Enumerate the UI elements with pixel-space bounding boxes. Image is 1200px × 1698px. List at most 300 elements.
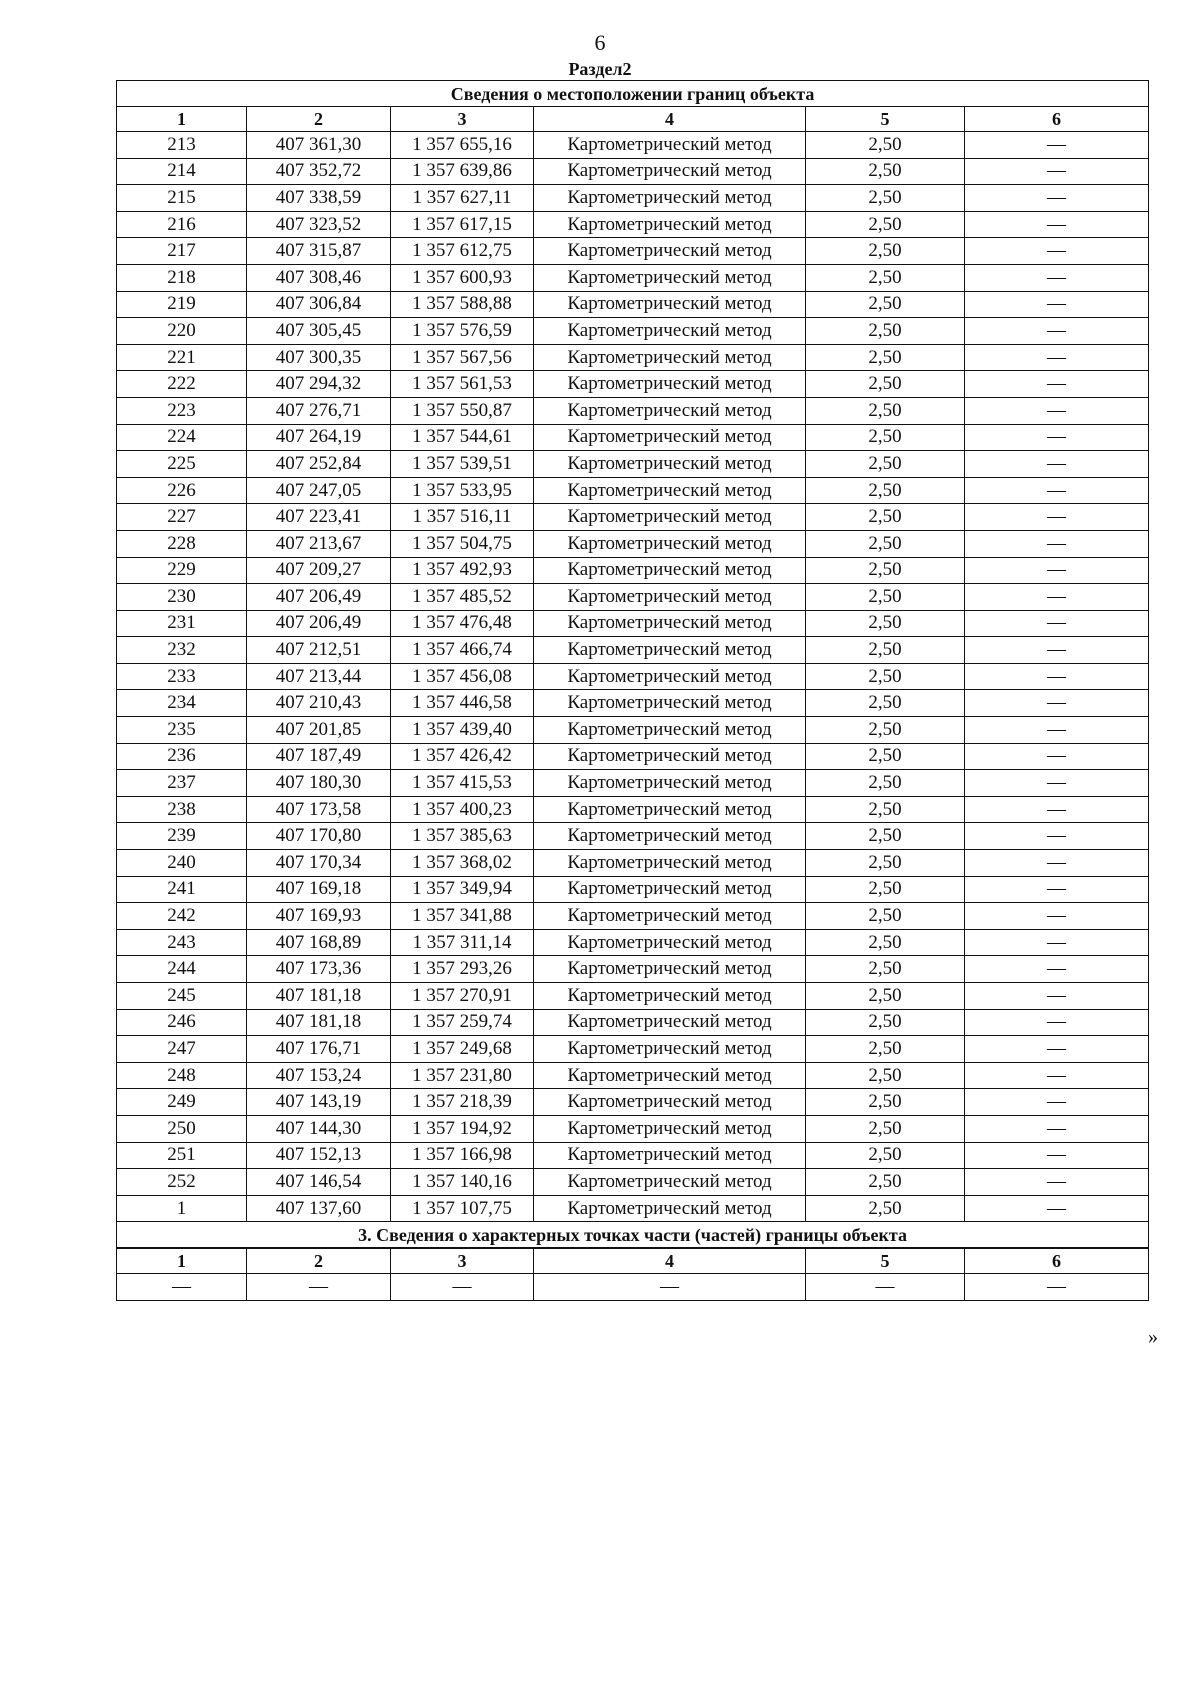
table-cell: Картометрический метод xyxy=(534,530,806,557)
table-cell: 2,50 xyxy=(806,610,965,637)
table-cell: 407 180,30 xyxy=(247,770,391,797)
table-cell: 407 181,18 xyxy=(247,1009,391,1036)
table-row xyxy=(117,1274,1149,1301)
table-cell: — xyxy=(965,132,1149,159)
table-cell: — xyxy=(965,717,1149,744)
table-cell: 1 357 107,75 xyxy=(391,1195,534,1222)
table-cell: 1 357 544,61 xyxy=(391,424,534,451)
table-cell: 407 170,80 xyxy=(247,823,391,850)
table-cell: 1 357 655,16 xyxy=(391,132,534,159)
table-cell: — xyxy=(965,557,1149,584)
table-cell: Картометрический метод xyxy=(534,451,806,478)
table-cell: — xyxy=(965,823,1149,850)
table-cell: 1 357 539,51 xyxy=(391,451,534,478)
table-row xyxy=(117,983,1149,1010)
table-cell: 2,50 xyxy=(806,264,965,291)
table-row xyxy=(117,903,1149,930)
table-cell: 407 352,72 xyxy=(247,158,391,185)
table-row xyxy=(117,796,1149,823)
table-cell: 234 xyxy=(117,690,247,717)
table-cell: 215 xyxy=(117,185,247,212)
table-cell: — xyxy=(965,371,1149,398)
table-cell: — xyxy=(965,530,1149,557)
table-cell: Картометрический метод xyxy=(534,132,806,159)
table-cell: Картометрический метод xyxy=(534,637,806,664)
table-cell: — xyxy=(247,1274,391,1301)
table-cell: 407 173,36 xyxy=(247,956,391,983)
table-row xyxy=(117,344,1149,371)
table-cell: 217 xyxy=(117,238,247,265)
table-cell: Картометрический метод xyxy=(534,424,806,451)
table-cell: 1 357 627,11 xyxy=(391,185,534,212)
table-cell: — xyxy=(965,397,1149,424)
table-cell: 214 xyxy=(117,158,247,185)
table-cell: 2,50 xyxy=(806,929,965,956)
table-cell: 2,50 xyxy=(806,504,965,531)
table-cell: — xyxy=(965,610,1149,637)
table-cell: 242 xyxy=(117,903,247,930)
table-cell: 2,50 xyxy=(806,397,965,424)
table-cell: 407 252,84 xyxy=(247,451,391,478)
table-cell: 2,50 xyxy=(806,850,965,877)
column-header: 6 xyxy=(965,1248,1149,1274)
table-row xyxy=(117,1089,1149,1116)
column-header: 2 xyxy=(247,1248,391,1274)
table-cell: 239 xyxy=(117,823,247,850)
table-row xyxy=(117,158,1149,185)
table-cell: 1 357 533,95 xyxy=(391,477,534,504)
table-cell: 1 357 270,91 xyxy=(391,983,534,1010)
table-cell: 2,50 xyxy=(806,344,965,371)
table-cell: 2,50 xyxy=(806,1169,965,1196)
table-cell: 1 357 400,23 xyxy=(391,796,534,823)
table-cell: 216 xyxy=(117,211,247,238)
table-cell: — xyxy=(965,743,1149,770)
table-cell: 1 357 576,59 xyxy=(391,318,534,345)
table-cell: Картометрический метод xyxy=(534,717,806,744)
table-cell: 2,50 xyxy=(806,983,965,1010)
column-header: 5 xyxy=(806,1248,965,1274)
table-cell: 407 338,59 xyxy=(247,185,391,212)
table-cell: 407 143,19 xyxy=(247,1089,391,1116)
table-cell: 407 144,30 xyxy=(247,1115,391,1142)
table-cell: Картометрический метод xyxy=(534,1089,806,1116)
table-row xyxy=(117,291,1149,318)
table-banner: Сведения о местоположении границ объекта xyxy=(117,81,1149,107)
table-cell: — xyxy=(965,158,1149,185)
table-banner-row xyxy=(117,81,1149,107)
table-cell: 1 357 166,98 xyxy=(391,1142,534,1169)
table-cell: Картометрический метод xyxy=(534,158,806,185)
table-cell: Картометрический метод xyxy=(534,850,806,877)
table-cell: 407 305,45 xyxy=(247,318,391,345)
table-row xyxy=(117,238,1149,265)
table-cell: 2,50 xyxy=(806,557,965,584)
table-cell: Картометрический метод xyxy=(534,397,806,424)
table-cell: 224 xyxy=(117,424,247,451)
table-banner: 3. Сведения о характерных точках части (частей) границы объекта xyxy=(117,1222,1149,1249)
table-cell: 244 xyxy=(117,956,247,983)
table-cell: 2,50 xyxy=(806,1115,965,1142)
table-cell: 407 361,30 xyxy=(247,132,391,159)
table-cell: 407 169,18 xyxy=(247,876,391,903)
table-row xyxy=(117,1195,1149,1222)
column-header: 1 xyxy=(117,107,247,132)
table-cell: 2,50 xyxy=(806,1009,965,1036)
table-cell: 1 357 349,94 xyxy=(391,876,534,903)
table-cell: 2,50 xyxy=(806,876,965,903)
table-cell: 1 357 504,75 xyxy=(391,530,534,557)
table-cell: Картометрический метод xyxy=(534,610,806,637)
table-row xyxy=(117,637,1149,664)
table-cell: 1 357 550,87 xyxy=(391,397,534,424)
table-cell: 233 xyxy=(117,663,247,690)
table-cell: Картометрический метод xyxy=(534,1009,806,1036)
table-cell: 1 357 516,11 xyxy=(391,504,534,531)
table-cell: Картометрический метод xyxy=(534,929,806,956)
column-header: 2 xyxy=(247,107,391,132)
table-cell: 249 xyxy=(117,1089,247,1116)
table-cell: — xyxy=(965,1195,1149,1222)
table-row xyxy=(117,743,1149,770)
table-cell: 245 xyxy=(117,983,247,1010)
table-cell: 407 294,32 xyxy=(247,371,391,398)
table-cell: Картометрический метод xyxy=(534,743,806,770)
table-cell: 407 206,49 xyxy=(247,584,391,611)
table-cell: 1 357 368,02 xyxy=(391,850,534,877)
table-cell: 1 357 466,74 xyxy=(391,637,534,664)
table-cell: 407 315,87 xyxy=(247,238,391,265)
table-cell: 407 152,13 xyxy=(247,1142,391,1169)
table-cell: 2,50 xyxy=(806,238,965,265)
table-cell: — xyxy=(965,1169,1149,1196)
table-cell: — xyxy=(965,424,1149,451)
table-cell: Картометрический метод xyxy=(534,185,806,212)
table-cell: 407 276,71 xyxy=(247,397,391,424)
table-cell: — xyxy=(965,318,1149,345)
table-cell: 2,50 xyxy=(806,1195,965,1222)
table-cell: 2,50 xyxy=(806,318,965,345)
table-cell: 1 357 439,40 xyxy=(391,717,534,744)
table-row xyxy=(117,132,1149,159)
table-row xyxy=(117,1062,1149,1089)
table-cell: 1 357 249,68 xyxy=(391,1036,534,1063)
table-cell: 1 357 140,16 xyxy=(391,1169,534,1196)
table-cell: — xyxy=(965,504,1149,531)
table-cell: 2,50 xyxy=(806,1062,965,1089)
table-cell: — xyxy=(965,929,1149,956)
table-row xyxy=(117,424,1149,451)
column-header: 4 xyxy=(534,1248,806,1274)
table-cell: — xyxy=(117,1274,247,1301)
table-cell: Картометрический метод xyxy=(534,770,806,797)
table-cell: 1 357 456,08 xyxy=(391,663,534,690)
table-row xyxy=(117,451,1149,478)
table-cell: 213 xyxy=(117,132,247,159)
table-cell: 2,50 xyxy=(806,717,965,744)
table-cell: 226 xyxy=(117,477,247,504)
table-cell: 232 xyxy=(117,637,247,664)
table-cell: Картометрический метод xyxy=(534,584,806,611)
table-cell: 407 213,67 xyxy=(247,530,391,557)
table-row xyxy=(117,1142,1149,1169)
table-cell: 236 xyxy=(117,743,247,770)
table-cell: 225 xyxy=(117,451,247,478)
table-cell: — xyxy=(965,238,1149,265)
table-row xyxy=(117,663,1149,690)
table-cell: 221 xyxy=(117,344,247,371)
table-row xyxy=(117,1036,1149,1063)
table-cell: 407 308,46 xyxy=(247,264,391,291)
table-row xyxy=(117,185,1149,212)
column-header-row xyxy=(117,107,1149,132)
table-cell: 218 xyxy=(117,264,247,291)
table-cell: Картометрический метод xyxy=(534,1169,806,1196)
table-cell: 1 357 426,42 xyxy=(391,743,534,770)
table-cell: Картометрический метод xyxy=(534,690,806,717)
table-cell: 2,50 xyxy=(806,903,965,930)
table-cell: 2,50 xyxy=(806,663,965,690)
table-cell: 407 153,24 xyxy=(247,1062,391,1089)
table-cell: — xyxy=(534,1274,806,1301)
table-cell: — xyxy=(965,1142,1149,1169)
table-cell: 2,50 xyxy=(806,371,965,398)
table-cell: 2,50 xyxy=(806,1036,965,1063)
table-cell: 2,50 xyxy=(806,424,965,451)
table-row xyxy=(117,397,1149,424)
table-cell: 1 357 259,74 xyxy=(391,1009,534,1036)
table-row xyxy=(117,318,1149,345)
column-header: 3 xyxy=(391,107,534,132)
table-cell: — xyxy=(965,796,1149,823)
table-cell: — xyxy=(965,344,1149,371)
table-cell: 407 264,19 xyxy=(247,424,391,451)
column-header: 5 xyxy=(806,107,965,132)
table-cell: 407 300,35 xyxy=(247,344,391,371)
table-cell: — xyxy=(806,1274,965,1301)
table-cell: — xyxy=(965,770,1149,797)
table-cell: 2,50 xyxy=(806,211,965,238)
table-cell: 250 xyxy=(117,1115,247,1142)
table-cell: — xyxy=(965,983,1149,1010)
table-cell: 223 xyxy=(117,397,247,424)
table-cell: 1 357 293,26 xyxy=(391,956,534,983)
table-cell: 246 xyxy=(117,1009,247,1036)
table-row xyxy=(117,1169,1149,1196)
table-cell: Картометрический метод xyxy=(534,663,806,690)
table-body xyxy=(117,81,1149,1301)
table-banner-row xyxy=(117,1222,1149,1249)
table-cell: 407 206,49 xyxy=(247,610,391,637)
table-cell: 407 146,54 xyxy=(247,1169,391,1196)
table-row xyxy=(117,717,1149,744)
table-cell: 1 357 218,39 xyxy=(391,1089,534,1116)
table-cell: 1 357 639,86 xyxy=(391,158,534,185)
table-row xyxy=(117,557,1149,584)
table-row xyxy=(117,610,1149,637)
table-cell: 407 169,93 xyxy=(247,903,391,930)
table-cell: — xyxy=(965,956,1149,983)
table-cell: 407 306,84 xyxy=(247,291,391,318)
table-cell: — xyxy=(965,477,1149,504)
table-cell: Картометрический метод xyxy=(534,876,806,903)
table-cell: 2,50 xyxy=(806,770,965,797)
column-header: 6 xyxy=(965,107,1149,132)
table-cell: 2,50 xyxy=(806,823,965,850)
table-cell: 1 357 600,93 xyxy=(391,264,534,291)
table-cell: 252 xyxy=(117,1169,247,1196)
table-cell: Картометрический метод xyxy=(534,903,806,930)
table-cell: Картометрический метод xyxy=(534,344,806,371)
table-cell: 241 xyxy=(117,876,247,903)
table-cell: — xyxy=(965,291,1149,318)
table-cell: 1 357 588,88 xyxy=(391,291,534,318)
table-cell: 407 137,60 xyxy=(247,1195,391,1222)
table-row xyxy=(117,929,1149,956)
table-cell: 220 xyxy=(117,318,247,345)
table-cell: Картометрический метод xyxy=(534,1142,806,1169)
table-cell: — xyxy=(965,211,1149,238)
table-cell: 2,50 xyxy=(806,584,965,611)
table-cell: 227 xyxy=(117,504,247,531)
table-cell: — xyxy=(965,1115,1149,1142)
column-header: 1 xyxy=(117,1248,247,1274)
table-cell: 1 357 194,92 xyxy=(391,1115,534,1142)
page-number: 6 xyxy=(594,30,606,55)
table-cell: 228 xyxy=(117,530,247,557)
table-cell: 2,50 xyxy=(806,956,965,983)
table-cell: — xyxy=(965,850,1149,877)
table-cell: Картометрический метод xyxy=(534,318,806,345)
table-cell: 2,50 xyxy=(806,132,965,159)
table-row xyxy=(117,1115,1149,1142)
table-cell: 407 323,52 xyxy=(247,211,391,238)
table-row xyxy=(117,211,1149,238)
table-cell: 2,50 xyxy=(806,477,965,504)
table-row xyxy=(117,504,1149,531)
table-cell: 235 xyxy=(117,717,247,744)
table-cell: 407 170,34 xyxy=(247,850,391,877)
table-row xyxy=(117,371,1149,398)
table-cell: 1 357 446,58 xyxy=(391,690,534,717)
table-cell: Картометрический метод xyxy=(534,504,806,531)
table-cell: Картометрический метод xyxy=(534,211,806,238)
table-cell: 240 xyxy=(117,850,247,877)
table-cell: Картометрический метод xyxy=(534,956,806,983)
boundary-table xyxy=(116,80,1149,1301)
table-cell: 222 xyxy=(117,371,247,398)
table-cell: Картометрический метод xyxy=(534,983,806,1010)
table-cell: 1 357 231,80 xyxy=(391,1062,534,1089)
table-cell: 1 357 385,63 xyxy=(391,823,534,850)
table-cell: 407 210,43 xyxy=(247,690,391,717)
table-cell: Картометрический метод xyxy=(534,796,806,823)
table-cell: 1 357 567,56 xyxy=(391,344,534,371)
table-cell: 1 357 561,53 xyxy=(391,371,534,398)
table-cell: Картометрический метод xyxy=(534,1115,806,1142)
table-cell: — xyxy=(965,584,1149,611)
table-cell: 1 357 492,93 xyxy=(391,557,534,584)
table-row xyxy=(117,770,1149,797)
table-cell: — xyxy=(965,264,1149,291)
table-cell: 243 xyxy=(117,929,247,956)
table-row xyxy=(117,477,1149,504)
table-cell: Картометрический метод xyxy=(534,264,806,291)
table-cell: 2,50 xyxy=(806,1142,965,1169)
table-row xyxy=(117,956,1149,983)
table-cell: 1 357 617,15 xyxy=(391,211,534,238)
table-cell: — xyxy=(391,1274,534,1301)
table-row xyxy=(117,823,1149,850)
table-cell: — xyxy=(965,1062,1149,1089)
column-header: 3 xyxy=(391,1248,534,1274)
table-cell: 238 xyxy=(117,796,247,823)
table-cell: 1 357 341,88 xyxy=(391,903,534,930)
section-title: Раздел2 xyxy=(568,59,632,79)
table-cell: 2,50 xyxy=(806,530,965,557)
table-row xyxy=(117,850,1149,877)
table-cell: 229 xyxy=(117,557,247,584)
table-cell: 407 201,85 xyxy=(247,717,391,744)
column-header: 4 xyxy=(534,107,806,132)
table-cell: — xyxy=(965,903,1149,930)
table-cell: 251 xyxy=(117,1142,247,1169)
table-cell: 2,50 xyxy=(806,796,965,823)
table-cell: Картометрический метод xyxy=(534,291,806,318)
table-cell: 2,50 xyxy=(806,158,965,185)
table-cell: 1 357 485,52 xyxy=(391,584,534,611)
table-cell: 1 357 612,75 xyxy=(391,238,534,265)
table-cell: 1 357 311,14 xyxy=(391,929,534,956)
table-cell: Картометрический метод xyxy=(534,477,806,504)
table-cell: Картометрический метод xyxy=(534,1195,806,1222)
column-header-row xyxy=(117,1248,1149,1274)
closing-quote-mark: » xyxy=(1148,1326,1158,1348)
table-row xyxy=(117,584,1149,611)
table-cell: 2,50 xyxy=(806,291,965,318)
table-cell: Картометрический метод xyxy=(534,1036,806,1063)
table-cell: 1 357 415,53 xyxy=(391,770,534,797)
table-row xyxy=(117,530,1149,557)
table-row xyxy=(117,690,1149,717)
table-cell: Картометрический метод xyxy=(534,823,806,850)
table-cell: 248 xyxy=(117,1062,247,1089)
table-cell: 407 209,27 xyxy=(247,557,391,584)
table-cell: 2,50 xyxy=(806,690,965,717)
table-cell: Картометрический метод xyxy=(534,1062,806,1089)
table-cell: 1 xyxy=(117,1195,247,1222)
table-cell: 231 xyxy=(117,610,247,637)
table-cell: 237 xyxy=(117,770,247,797)
table-cell: Картометрический метод xyxy=(534,557,806,584)
table-cell: 2,50 xyxy=(806,1089,965,1116)
table-cell: — xyxy=(965,637,1149,664)
table-row xyxy=(117,876,1149,903)
table-cell: 407 176,71 xyxy=(247,1036,391,1063)
table-row xyxy=(117,264,1149,291)
table-cell: — xyxy=(965,1036,1149,1063)
table-cell: 407 181,18 xyxy=(247,983,391,1010)
table-cell: 407 173,58 xyxy=(247,796,391,823)
table-cell: 407 168,89 xyxy=(247,929,391,956)
table-cell: — xyxy=(965,1009,1149,1036)
table-cell: 2,50 xyxy=(806,743,965,770)
table-cell: Картометрический метод xyxy=(534,238,806,265)
table-cell: 407 247,05 xyxy=(247,477,391,504)
table-cell: — xyxy=(965,1089,1149,1116)
table-cell: 407 212,51 xyxy=(247,637,391,664)
table-row xyxy=(117,1009,1149,1036)
